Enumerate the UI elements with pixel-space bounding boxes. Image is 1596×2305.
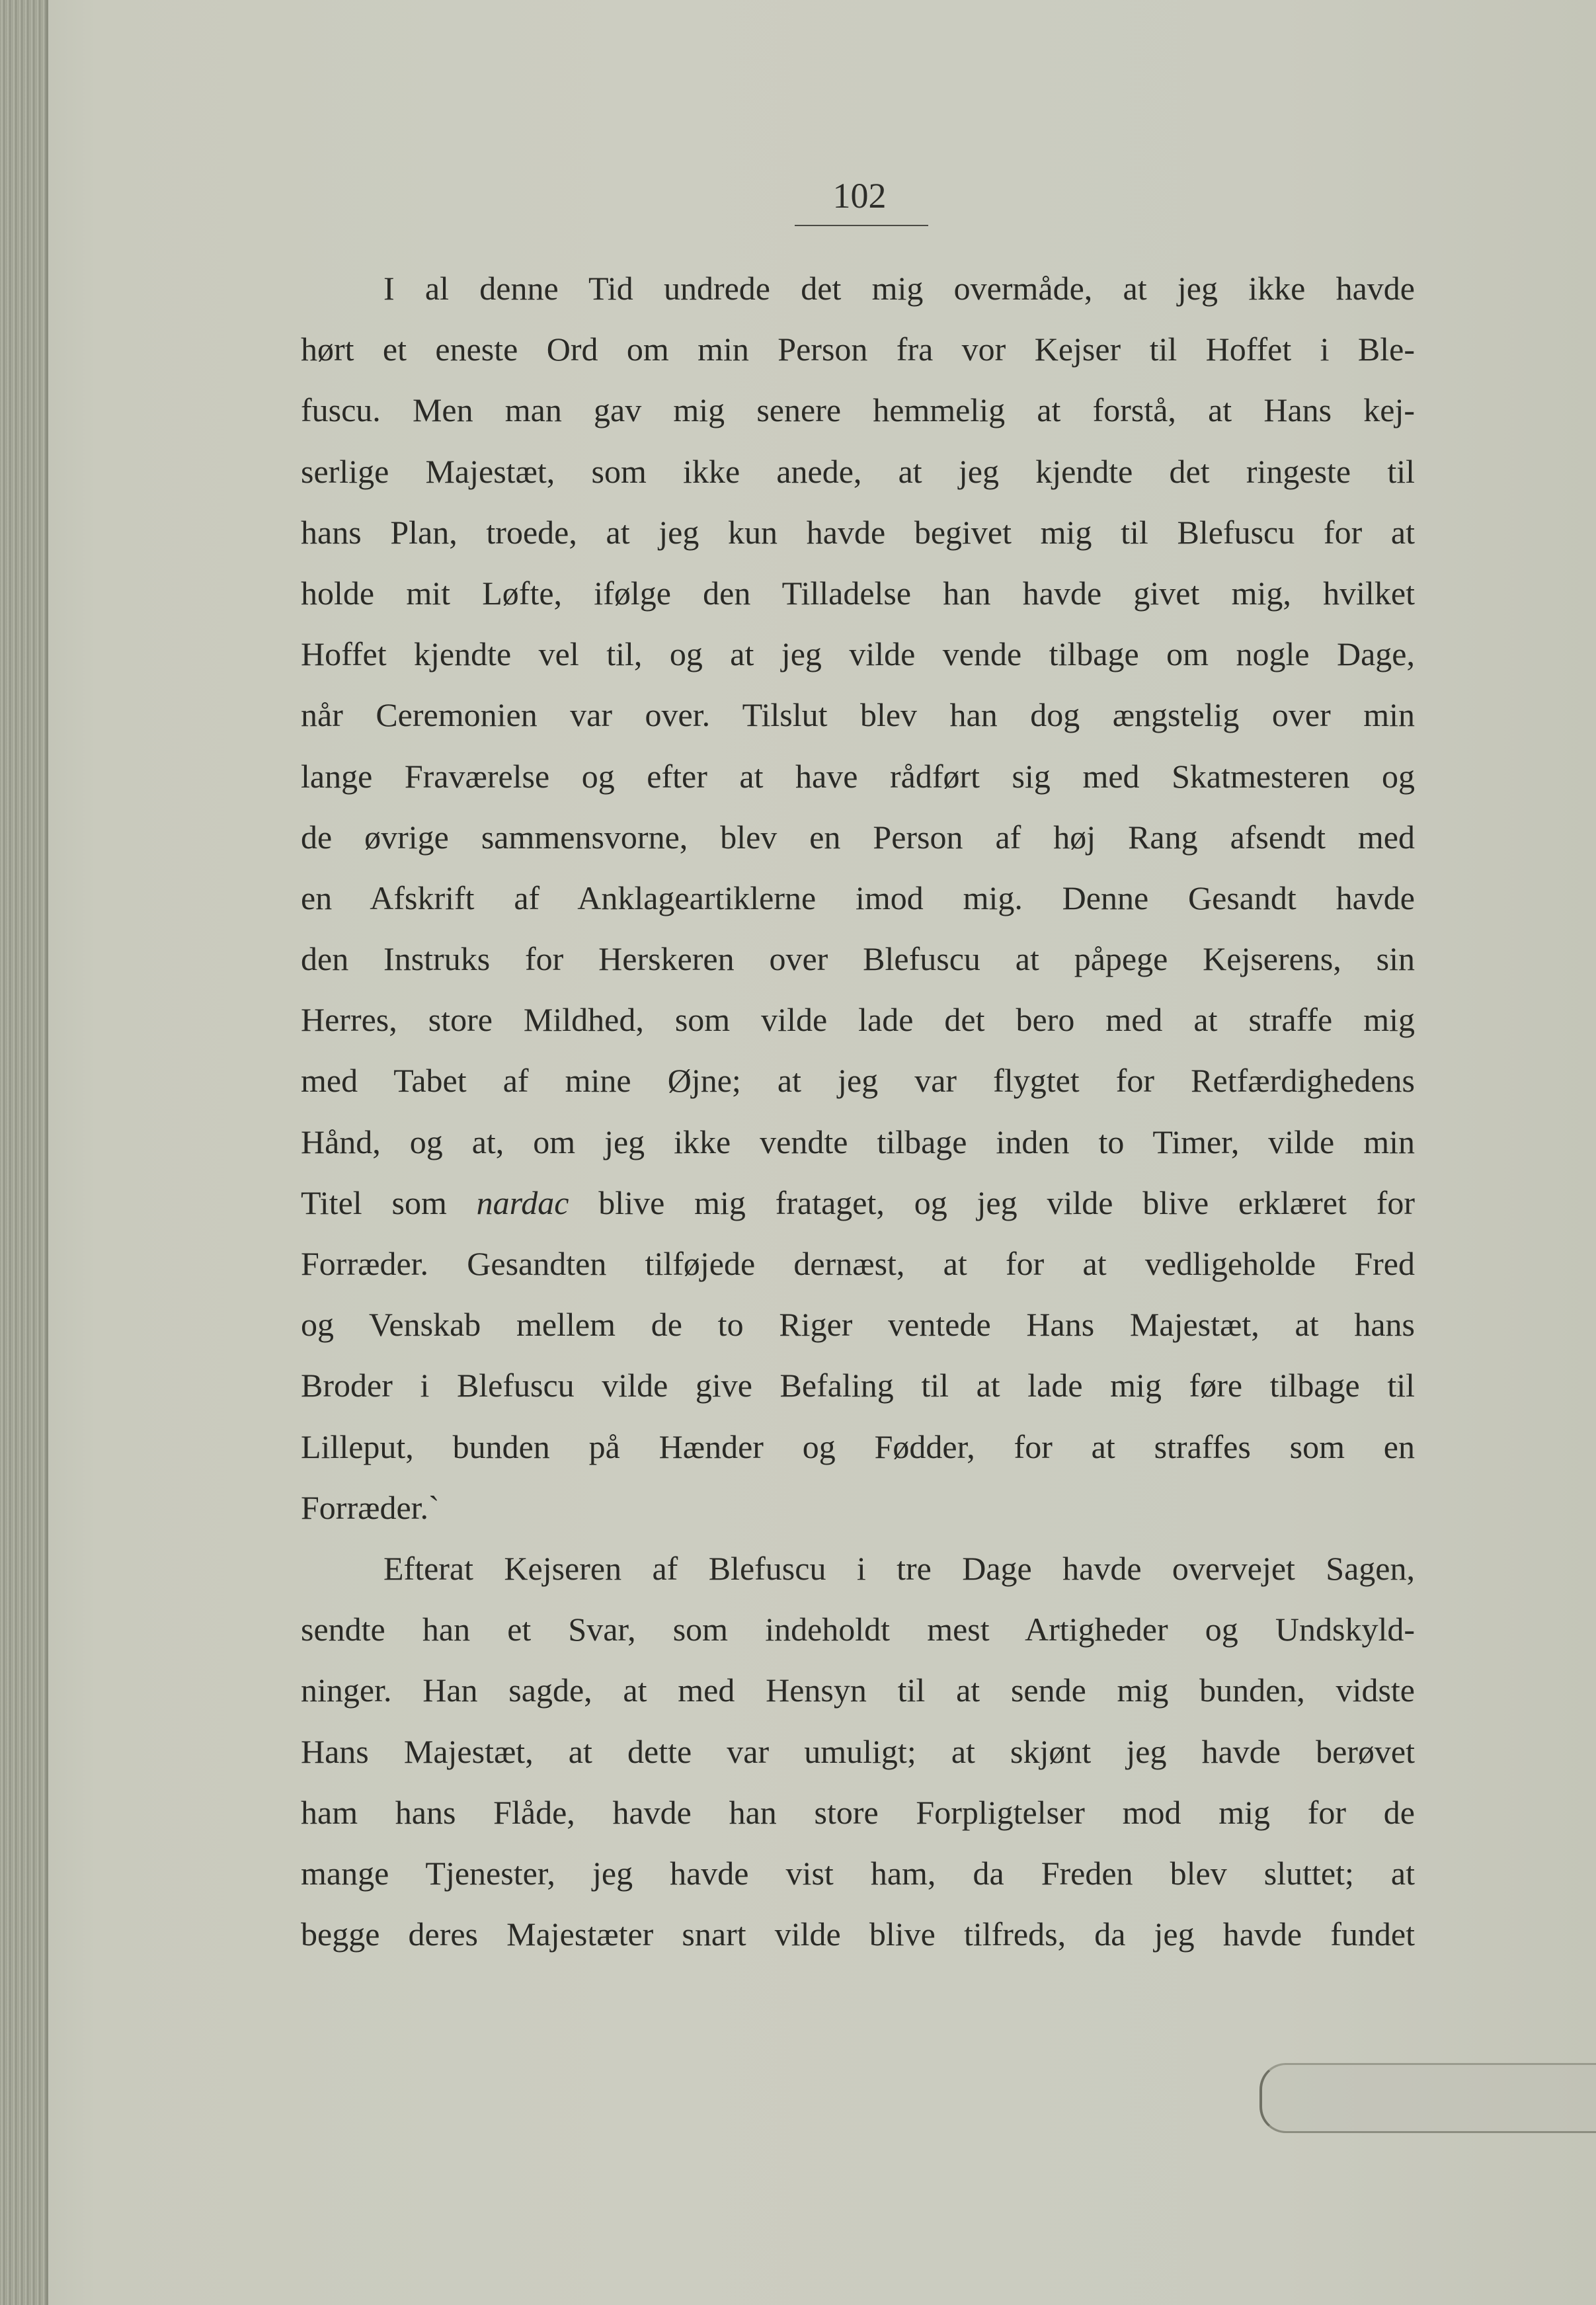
- text-line: lange Fraværelse og efter at have rådført sig med Skatmesteren og: [301, 757, 1415, 795]
- text-line: sendte han et Svar, som indeholdt mest Artigheder og Undskyld-: [301, 1611, 1415, 1648]
- page-number-rule: [795, 225, 928, 226]
- text-line: når Ceremonien var over. Tilslut blev han dog ængstelig over min: [301, 696, 1415, 734]
- text-line: fuscu. Men man gav mig senere hemmelig at forstå, at Hans kej-: [301, 391, 1415, 429]
- text-line: hørt et eneste Ord om min Person fra vor Kejser til Hoffet i Ble-: [301, 331, 1415, 368]
- text-line: Forræder. Gesandten tilføjede dernæst, at for at vedligeholde Fred: [301, 1245, 1415, 1282]
- text-line: Herres, store Mildhed, som vilde lade det bero med at straffe mig: [301, 1001, 1415, 1039]
- text-line: Hoffet kjendte vel til, og at jeg vilde vende tilbage om nogle Dage,: [301, 635, 1415, 673]
- text-line: mange Tjenester, jeg havde vist ham, da Freden blev sluttet; at: [301, 1854, 1415, 1892]
- text-line: med Tabet af mine Øjne; at jeg var flygtet for Retfærdighedens: [301, 1062, 1415, 1100]
- text-line: den Instruks for Herskeren over Blefuscu at påpege Kejserens, sin: [301, 940, 1415, 978]
- page-tab-mark: [1259, 2063, 1596, 2133]
- text-line: begge deres Majestæter snart vilde blive tilfreds, da jeg havde fundet: [301, 1916, 1415, 1953]
- text-line: Hånd, og at, om jeg ikke vendte tilbage inden to Timer, vilde min: [301, 1123, 1415, 1160]
- text-line: hans Plan, troede, at jeg kun havde begivet mig til Blefuscu for at: [301, 513, 1415, 551]
- text-line: Hans Majestæt, at dette var umuligt; at skjønt jeg havde berøvet: [301, 1732, 1415, 1770]
- text-line: Forræder.`: [301, 1488, 440, 1526]
- text-line: en Afskrift af Anklageartiklerne imod mig. Denne Gesandt havde: [301, 879, 1415, 916]
- body-text: [301, 258, 1415, 1964]
- text-line: Titel som nardac blive mig frataget, og jeg vilde blive erklæret for: [301, 1184, 1415, 1221]
- text-line: ninger. Han sagde, at med Hensyn til at sende mig bunden, vidste: [301, 1672, 1415, 1709]
- text-line: I al denne Tid undrede det mig overmåde, at jeg ikke havde: [383, 270, 1415, 307]
- page-number: 102: [832, 176, 887, 216]
- text-line: ham hans Flåde, havde han store Forpligtelser mod mig for de: [301, 1793, 1415, 1831]
- page-binding-edge: [0, 0, 48, 2305]
- text-line: Broder i Blefuscu vilde give Befaling til at lade mig føre tilbage til: [301, 1367, 1415, 1404]
- text-line: Efterat Kejseren af Blefuscu i tre Dage havde overvejet Sagen,: [383, 1549, 1415, 1587]
- text-line: Lilleput, bunden på Hænder og Fødder, for at straffes som en: [301, 1428, 1415, 1465]
- text-line: serlige Majestæt, som ikke anede, at jeg kjendte det ringeste til: [301, 452, 1415, 490]
- text-line: holde mit Løfte, ifølge den Tilladelse han havde givet mig, hvilket: [301, 574, 1415, 612]
- text-line: de øvrige sammensvorne, blev en Person af høj Rang afsendt med: [301, 818, 1415, 856]
- text-line: og Venskab mellem de to Riger ventede Hans Majestæt, at hans: [301, 1306, 1415, 1344]
